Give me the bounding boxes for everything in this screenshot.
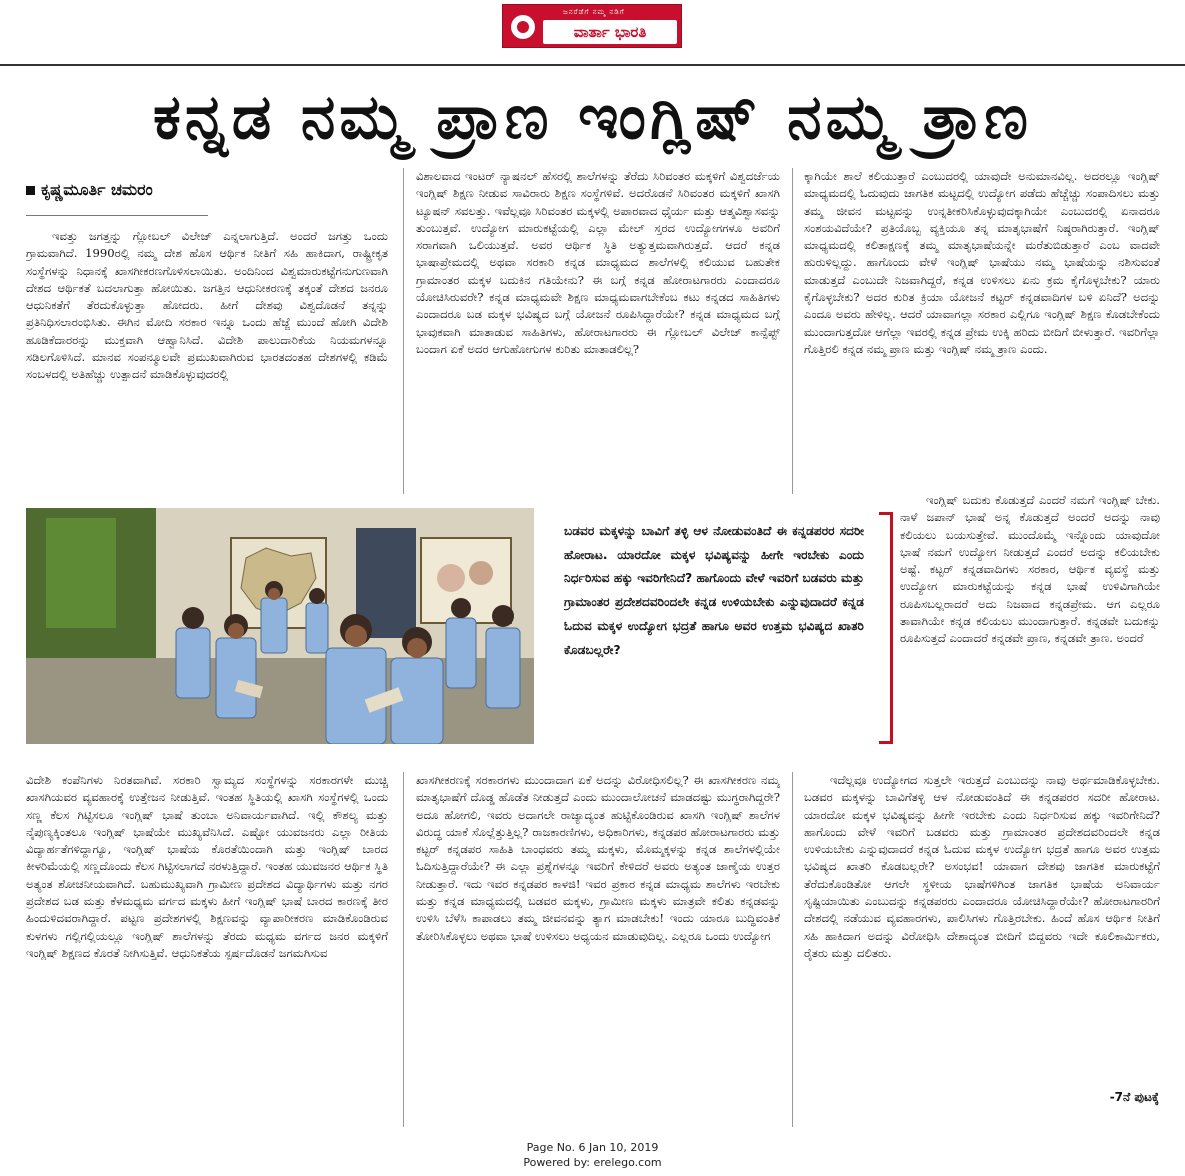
- column-divider: [792, 772, 793, 1127]
- byline-rule: [26, 215, 208, 216]
- article-headline: ಕನ್ನಡ ನಮ್ಮ ಪ್ರಾಣ ಇಂಗ್ಲಿಷ್ ನಮ್ಮ ತ್ರಾಣ: [153, 80, 1032, 153]
- column-3-middle-text: ಇಂಗ್ಲಿಷ್ ಬದುಕು ಕೊಡುತ್ತದೆ ಎಂದರೆ ನಮಗೆ ಇಂಗ್ಲಿಷ್ ಬೇಕು. ನಾಳೆ ಜಪಾನ್ ಭಾಷೆ ಅನ್ನ ಕೊಡುತ್ತದೆ ಅಂದರೆ ಅದನ್ನು ನಾವು ಕಲಿಯಲು ಬಯಸುತ್ತೇವೆ. ಮುಂದೊಮ್ಮೆ ಇನ್ನೊಂದು ಯಾವುದೋ ಭಾಷೆ ನಮಗೆ ಉದ್ಯೋಗ ನೀಡುತ್ತದೆ ಎಂದರೆ ಅದನ್ನು ಕಲಿಯಬೇಕು ಅಷ್ಟೆ. ಕಟ್ಟರ್ ಕನ್ನಡವಾದಿಗಳು ಸರಕಾರ, ಆರ್ಥಿಕ ವ್ಯವಸ್ಥೆ ಮತ್ತು ಉದ್ಯೋಗ ಮಾರುಕಟ್ಟೆಯನ್ನು ಕನ್ನಡ ಭಾಷೆ ಉಳಿವಿಗಾಗಿಯೇ ರೂಪಿಸಬಲ್ಲರಾದರೆ ಅದು ನಿಜವಾದ ಕನ್ನಡಪ್ರೇಮ. ಆಗ ಎಲ್ಲರೂ ತಾವಾಗಿಯೇ ಕನ್ನಡ ಕಲಿಯಲು ಮುಂದಾಗುತ್ತಾರೆ. ಕನ್ನಡವೇ ಬದುಕನ್ನು ರೂಪಿಸುತ್ತದೆ ಎಂದಾದರೆ ಕನ್ನಡವೇ ಪ್ರಾಣ, ಕನ್ನಡವೇ ತ್ರಾಣ. ಅಂದರೆ: [900, 493, 1160, 646]
- column-2-bottom-text: ಖಾಸಗೀಕರಣಕ್ಕೆ ಸರಕಾರಗಳು ಮುಂದಾದಾಗ ಏಕೆ ಅದನ್ನು ವಿರೋಧಿಸಲಿಲ್ಲ? ಈ ಖಾಸಗೀಕರಣ ನಮ್ಮ ಮಾತೃಭಾಷೆಗೆ ದೊಡ್ಡ ಹೊಡೆತ ನೀಡುತ್ತದೆ ಎಂದು ಮುಂದಾಲೋಚನೆ ಮಾಡದಷ್ಟು ಮುಗ್ಧರಾಗಿದ್ದರೇ? ಅದೂ ಹೋಗಲಿ, ಇವರು ಅದಾಗಲೇ ರಾಜ್ಯಾದ್ಯಂತ ಹುಟ್ಟಿಕೊಂಡಿರುವ ಖಾಸಗಿ ಇಂಗ್ಲಿಷ್ ಶಾಲೆಗಳ ವಿರುದ್ಧ ಯಾಕೆ ಸೊಲ್ಲೆತ್ತುತ್ತಿಲ್ಲ? ರಾಜಕಾರಣಿಗಳು, ಅಧಿಕಾರಿಗಳು, ಕನ್ನಡಪರ ಹೋರಾಟಗಾರರು ಮತ್ತು ಕಟ್ಟರ್ ಕನ್ನಡಪರ ಸಾಹಿತಿ ಬಾಂಧವರು ತಮ್ಮ ಮಕ್ಕಳು, ಮೊಮ್ಮಕ್ಕಳನ್ನು ಕನ್ನಡ ಶಾಲೆಗಳಲ್ಲಿಯೇ ಓದಿಸುತ್ತಿದ್ದಾರೆಯೇ? ಈ ಎಲ್ಲಾ ಪ್ರಶ್ನೆಗಳನ್ನೂ ಇವರಿಗೆ ಕೇಳಿದರೆ ಅವರು ಅತ್ಯಂತ ಜಾಣ್ಮೆಯ ಉತ್ತರ ನೀಡುತ್ತಾರೆ. ಇದು ಇವರ ಕನ್ನಡಪರ ಕಾಳಜಿ! ಇವರ ಪ್ರಕಾರ ಕನ್ನಡ ಮಾಧ್ಯಮ ಶಾಲೆಗಳು ಇರಬೇಕು ಮತ್ತು ಕನ್ನಡ ಮಾಧ್ಯಮದಲ್ಲಿ ಬಡವರ ಮಕ್ಕಳು, ಗ್ರಾಮೀಣ ಮಕ್ಕಳು ಮಾತ್ರವೇ ಕಲಿತು ಕನ್ನಡವನ್ನು ಉಳಿಸಿ ಬೆಳೆಸಿ ಕಾಪಾಡಲು ತಮ್ಮ ಜೀವನವನ್ನು ತ್ಯಾಗ ಮಾಡಬೇಕು! ಇಂದು ಯಾರೂ ಬುದ್ಧಿವಂತಿಕೆ ತೋರಿಸಿಕೊಳ್ಳಲು ಅಥವಾ ಭಾಷೆ ಉಳಿಸಲು ಅಧ್ಯಯನ ಮಾಡುವುದಿಲ್ಲ. ಎಲ್ಲರೂ ಒಂದು ಉದ್ಯೋಗ: [416, 773, 780, 943]
- column-1-top-text: ಇವತ್ತು ಜಗತ್ತನ್ನು ಗ್ಲೋಬಲ್ ವಿಲೇಜ್ ಎನ್ನಲಾಗುತ್ತಿದೆ. ಅಂದರೆ ಜಗತ್ತು ಒಂದು ಗ್ರಾಮವಾಗಿದೆ. 1990ರಲ್ಲಿ ನಮ್ಮ ದೇಶ ಹೊಸ ಆರ್ಥಿಕ ನೀತಿಗೆ ಸಹಿ ಹಾಕಿದಾಗ, ರಾಷ್ಟ್ರೀಕೃತ ಸಂಸ್ಥೆಗಳನ್ನು ನಿಧಾನಕ್ಕೆ ಖಾಸಗೀಕರಣಗೊಳಿಸಲಾಯಿತು. ಅಂದಿನಿಂದ ವಿಶ್ವಮಾರುಕಟ್ಟೆಗನುಗುಣವಾಗಿ ದೇಶದ ಆರ್ಥಿಕತೆ ಬದಲಾಗುತ್ತಾ ಹೋಯಿತು. ಜಗತ್ತಿನ ಆಧುನೀಕರಣಕ್ಕೆ ತಕ್ಕಂತೆ ದೇಶದ ಜನರೂ ಆಧುನಿಕತೆಗೆ ತೆರದುಕೊಳ್ಳುತ್ತಾ ಹೋದರು. ಹೀಗೆ ದೇಶವು ವಿಶ್ವದೊಡನೆ ತನ್ನನ್ನು ಪ್ರತಿನಿಧಿಸಲಾರಂಭಿಸಿತು. ಈಗಿನ ಮೋದಿ ಸರಕಾರ ಇನ್ನೂ ಒಂದು ಹೆಜ್ಜೆ ಮುಂದೆ ಹೋಗಿ ವಿದೇಶಿ ಹೂಡಿಕೆದಾರರನ್ನು ಮುಕ್ತವಾಗಿ ಆಹ್ವಾನಿಸಿದೆ. ವಿದೇಶಿ ಪಾಲುದಾರಿಕೆಯ ನಿಯಮಗಳನ್ನೂ ಸಡಿಲಗೊಳಿಸಿದೆ. ಮಾನವ ಸಂಪನ್ಮೂಲವೇ ಪ್ರಮುಖವಾಗಿರುವ ಭಾರತದಂತಹ ದೇಶಗಳಲ್ಲಿ ಕಡಿಮೆ ಸಂಬಳದಲ್ಲಿ ಅತಿಹೆಚ್ಚು ಉತ್ಪಾದನೆ ಮಾಡಿಕೊಳ್ಳುವುದರಲ್ಲಿ: [26, 229, 388, 382]
- logo-name: ವಾರ್ತಾ ಭಾರತಿ: [543, 20, 677, 44]
- continued-on-page-note: -7ನೆ ಪುಟಕ್ಕೆ: [1109, 1090, 1159, 1104]
- author-byline: [26, 178, 216, 202]
- powered-by-link[interactable]: Powered by: erelego.com: [523, 1156, 662, 1169]
- logo-tagline: ಜನರೆಡೆಗೆ ನಮ್ಮ ನಡಿಗೆ: [563, 8, 625, 16]
- page-number-date: Page No. 6 Jan 10, 2019: [526, 1141, 659, 1154]
- varta-bharati-logo[interactable]: [502, 4, 682, 48]
- column-divider: [403, 772, 404, 1127]
- photo-illustration: [26, 508, 534, 744]
- logo-emblem-icon: [511, 15, 535, 39]
- column-3-top-text: ಕ್ಕಾಗಿಯೇ ಶಾಲೆ ಕಲಿಯುತ್ತಾರೆ ಎಂಬುದರಲ್ಲಿ ಯಾವುದೇ ಅನುಮಾನವಿಲ್ಲ. ಅದರಲ್ಲೂ ಇಂಗ್ಲಿಷ್ ಮಾಧ್ಯಮದಲ್ಲಿ ಓದುವುದು ಜಾಗತಿಕ ಮಟ್ಟದಲ್ಲಿ ಉದ್ಯೋಗ ಪಡೆದು ಹೆಚ್ಚೆಚ್ಚು ಸಂಪಾದಿಸಲು ಮತ್ತು ತಮ್ಮ ಜೀವನ ಮಟ್ಟವನ್ನು ಉನ್ನತೀಕರಿಸಿಕೊಳ್ಳುವುದಕ್ಕಾಗಿಯೇ ಎಂಬುದರಲ್ಲಿ ಏನಾದರೂ ಸಂಶಯವಿದೆಯೇ? ಪ್ರತಿಯೊಬ್ಬ ವ್ಯಕ್ತಿಯೂ ತನ್ನ ಮಾತೃಭಾಷೆಗೆ ನಿಷ್ಠರಾಗಿರುತ್ತಾರೆ. ಇಂಗ್ಲಿಷ್ ಮಾಧ್ಯಮದಲ್ಲಿ ಕಲಿತಾಕ್ಷಣಕ್ಕೆ ತಮ್ಮ ಮಾತೃಭಾಷೆಯನ್ನೇ ಮರೆತುಬಿಡುತ್ತಾರೆ ಎಂಬ ವಾದವೇ ಹುರುಳಿಲ್ಲದ್ದು. ಹಾಗೊಂದು ವೇಳೆ ಇಂಗ್ಲಿಷ್ ಭಾಷೆಯು ನಮ್ಮ ಭಾಷೆಯನ್ನು ನಶಿಸುವಂತೆ ಮಾಡುತ್ತದೆ ಎಂಬುದೇ ನಿಜವಾಗಿದ್ದರೆ, ಕನ್ನಡ ಉಳಿಸಲು ಏನು ಕ್ರಮ ಕೈಗೊಳ್ಳಬೇಕು? ಯಾರು ಕೈಗೊಳ್ಳಬೇಕು? ಅದರ ಕುರಿತ ಕ್ರಿಯಾ ಯೋಜನೆ ಕಟ್ಟರ್ ಕನ್ನಡವಾದಿಗಳ ಬಳಿ ಏನಿದೆ? ಅದನ್ನು ಎಂದೂ ಅವರು ಹೇಳಿಲ್ಲ. ಆದರೆ ಯಾವಾಗಲ್ಲಾ ಸರಕಾರ ಎಲ್ಲಿಗೂ ಇಂಗ್ಲಿಷ್ ಶಿಕ್ಷಣ ಕೊಡಬೇಕೆಂದು ಮುಂದಾಗುತ್ತದೋ ಆಗೆಲ್ಲಾ ಇವರಲ್ಲಿ ಕನ್ನಡ ಪ್ರೇಮ ಉಕ್ಕಿ ಹರಿದು ಬೀದಿಗೆ ಬೀಳುತ್ತಾರೆ. ಇವರಿಗೆಲ್ಲಾ ಗೊತ್ತಿರಲಿ ಕನ್ನಡ ನಮ್ಮ ಪ್ರಾಣ ಮತ್ತು ಇಂಗ್ಲಿಷ್ ನಮ್ಮ ತ್ರಾಣ ಎಂದು.: [804, 169, 1160, 356]
- masthead-divider: [0, 64, 1185, 66]
- page-footer: [0, 1140, 1185, 1174]
- column-divider: [792, 168, 793, 494]
- square-bullet-icon: [26, 186, 35, 195]
- school-children-photo: [26, 508, 534, 744]
- column-2-top-text: ವಿಶಾಲವಾದ ಇಂಟರ್ ನ್ಯಾಷನಲ್ ಹೆಸರಲ್ಲಿ ಶಾಲೆಗಳನ್ನು ತೆರೆದು ಸಿರಿವಂತರ ಮಕ್ಕಳಿಗೆ ವಿಶ್ವದರ್ಜೆಯ ಇಂಗ್ಲಿಷ್ ಶಿಕ್ಷಣ ನೀಡುವ ಸಾವಿರಾರು ಶಿಕ್ಷಣ ಸಂಸ್ಥೆಗಳಿವೆ. ಅದರೊಡನೆ ಸಿರಿವಂತರ ಮಕ್ಕಳಿಗೆ ಖಾಸಗಿ ಟ್ಯೂಷನ್ ಸವಲತ್ತು. ಇವೆಲ್ಲವೂ ಸಿರಿವಂತರ ಮಕ್ಕಳಲ್ಲಿ ಅಪಾರವಾದ ಧೈರ್ಯ ಮತ್ತು ಆತ್ಮವಿಶ್ವಾಸವನ್ನು ತುಂಬುತ್ತವೆ. ಉದ್ಯೋಗ ಮಾರುಕಟ್ಟೆಯಲ್ಲಿ ಎಲ್ಲಾ ಮೇಲ್ ಸ್ತರದ ಉದ್ಯೋಗಗಳೂ ಅವರಿಗೆ ಸರಾಗವಾಗಿ ಒಲಿಯುತ್ತವೆ. ಅವರ ಆರ್ಥಿಕ ಸ್ಥಿತಿ ಅತ್ಯುತ್ತಮವಾಗಿರುತ್ತದೆ. ಆದರೆ ಕನ್ನಡ ಭಾಷಾಪ್ರೇಮದಲ್ಲಿ ಅಥವಾ ಸರಕಾರಿ ಕನ್ನಡ ಮಾಧ್ಯಮದ ಶಾಲೆಗಳಲ್ಲಿ ಕಲಿಯುವ ಬಹುತೇಕ ಗ್ರಾಮಾಂತರ ಮಕ್ಕಳ ಬದುಕಿನ ಗತಿಯೇನು? ಈ ಬಗ್ಗೆ ಕನ್ನಡ ಹೋರಾಟಗಾರರು ಎಂದಾದರೂ ಯೋಚಿಸಿರುವರೇ? ಕನ್ನಡ ಮಾಧ್ಯಮವೇ ಶಿಕ್ಷಣ ಮಾಧ್ಯಮವಾಗಬೇಕೆಂಬ ಕಟು ಕನ್ನಡದ ಸಾಹಿತಿಗಳು ಎಂದಾದರೂ ಬಡ ಮಕ್ಕಳ ಭವಿಷ್ಯದ ಬಗ್ಗೆ ಯೋಜನೆ ರೂಪಿಸಿದ್ದಾರೆಯೇ? ಕನ್ನಡ ಮಾಧ್ಯಮದ ಬಗ್ಗೆ ಭಾವುಕವಾಗಿ ಮಾತಾಡುವ ಸಾಹಿತಿಗಳು, ಹೋರಾಟಗಾರರು ಈ ಗ್ಲೋಬಲ್ ವಿಲೇಜ್ ಕಾನ್ಸೆಪ್ಟ್ ಬಂದಾಗ ಏಕೆ ಅದರ ಆಗುಹೋಗುಗಳ ಕುರಿತು ಮಾತಾಡಲಿಲ್ಲ?: [416, 169, 780, 356]
- pull-quote-bracket: [879, 512, 893, 744]
- author-name: ಕೃಷ್ಣಮೂರ್ತಿ ಚಮರಂ: [41, 180, 153, 199]
- column-3-bottom-text: ಇದೆಲ್ಲವೂ ಉದ್ಯೋಗದ ಸುತ್ತಲೇ ಇರುತ್ತದೆ ಎಂಬುದನ್ನು ನಾವು ಅರ್ಥಮಾಡಿಕೊಳ್ಳಬೇಕು. ಬಡವರ ಮಕ್ಕಳನ್ನು ಬಾವಿಗೆತಳ್ಳಿ ಆಳ ನೋಡುವಂತಿದೆ ಈ ಕನ್ನಡಪರರ ಸದರೀ ಹೋರಾಟ. ಯಾರದೋ ಮಕ್ಕಳ ಭವಿಷ್ಯವನ್ನು ಹೀಗೇ ಇರಬೇಕು ಎಂದು ನಿರ್ಧರಿಸುವ ಹಕ್ಕು ಇವರಿಗೇನಿದೆ? ಹಾಗೊಂದು ವೇಳೆ ಇವರಿಗೆ ಬಡವರು ಮತ್ತು ಗ್ರಾಮಾಂತರ ಪ್ರದೇಶದವರಿಂದಲೇ ಕನ್ನಡ ಉಳಿಯಬೇಕು ಎನ್ನುವುದಾದರೆ ಕನ್ನಡ ಓದುವ ಮಕ್ಕಳ ಉದ್ಯೋಗ ಭದ್ರತೆ ಹಾಗೂ ಅವರ ಉತ್ತಮ ಭವಿಷ್ಯದ ಖಾತರಿ ಕೊಡಬಲ್ಲರೇ? ಅಸಂಭವ! ಯಾವಾಗ ದೇಶವು ಜಾಗತಿಕ ಮಾರುಕಟ್ಟೆಗೆ ತೆರೆದುಕೊಂಡಿತೋ ಆಗಲೇ ಸ್ಥಳೀಯ ಭಾಷೆಗಳಿಗಿಂತ ಜಾಗತಿಕ ಭಾಷೆಯ ಅನಿವಾರ್ಯ ಸೃಷ್ಟಿಯಾಯಿತು ಎಂಬುದನ್ನು ಕನ್ನಡಪರರು ಎಂದಾದರೂ ಯೋಚಿಸಿದ್ದಾರೆಯೇ? ಹೋರಾಟಗಾರರಿಗೆ ದೇಶದಲ್ಲಿ ನಡೆಯುವ ವ್ಯವಹಾರಗಳು, ಪಾಲಿಸಿಗಳು ಗೊತ್ತಿರಬೇಕು. ಹಿಂದೆ ಹೊಸ ಆರ್ಥಿಕ ನೀತಿಗೆ ಸಹಿ ಹಾಕಿದಾಗ ಅದನ್ನು ವಿರೋಧಿಸಿ ದೇಶಾದ್ಯಂತ ಬೀದಿಗೆ ಬಿದ್ದವರು ಇದೇ ಕೂಲಿಕಾರ್ಮಿಕರು, ರೈತರು ಮತ್ತು ದಲಿತರು.: [804, 773, 1160, 960]
- pull-quote: ಬಡವರ ಮಕ್ಕಳನ್ನು ಬಾವಿಗೆ ತಳ್ಳಿ ಆಳ ನೋಡುವಂತಿದೆ ಈ ಕನ್ನಡಪರರ ಸದರೀ ಹೋರಾಟ. ಯಾರದೋ ಮಕ್ಕಳ ಭವಿಷ್ಯವನ್ನು ಹೀಗೇ ಇರಬೇಕು ಎಂದು ನಿರ್ಧರಿಸುವ ಹಕ್ಕು ಇವರಿಗೇನಿದೆ? ಹಾಗೊಂದು ವೇಳೆ ಇವರಿಗೆ ಬಡವರು ಮತ್ತು ಗ್ರಾಮಾಂತರ ಪ್ರದೇಶದವರಿಂದಲೇ ಕನ್ನಡ ಉಳಿಯಬೇಕು ಎನ್ನುವುದಾದರೆ ಕನ್ನಡ ಓದುವ ಮಕ್ಕಳ ಉದ್ಯೋಗ ಭದ್ರತೆ ಹಾಗೂ ಅವರ ಉತ್ತಮ ಭವಿಷ್ಯದ ಖಾತರಿ ಕೊಡಬಲ್ಲರೇ?: [564, 524, 864, 657]
- column-1-bottom-text: ವಿದೇಶಿ ಕಂಪೆನಿಗಳು ನಿರತವಾಗಿವೆ. ಸರಕಾರಿ ಸ್ವಾಮ್ಯದ ಸಂಸ್ಥೆಗಳನ್ನು ಸರಕಾರಗಳೇ ಮುಚ್ಚಿ ಖಾಸಗಿಯವರ ವ್ಯವಹಾರಕ್ಕೆ ಉತ್ತೇಜನ ನೀಡುತ್ತಿವೆ. ಇಂತಹ ಸ್ಥಿತಿಯಲ್ಲಿ ಖಾಸಗಿ ಸಂಸ್ಥೆಗಳಲ್ಲಿ ಒಂದು ಸಣ್ಣ ಕೆಲಸ ಗಿಟ್ಟಿಸಲೂ ಇಂಗ್ಲಿಷ್ ಭಾಷೆ ತುಂಬಾ ಅನಿವಾರ್ಯವಾಗಿದೆ. ಇಲ್ಲಿ ಕೌಶಲ್ಯ ಮತ್ತು ನೈಪುಣ್ಯಕ್ಕಿಂತಲೂ ಇಂಗ್ಲಿಷ್ ಭಾಷೆಯೇ ಮುಖ್ಯವೆನಿಸಿದೆ. ಎಷ್ಟೋ ಯುವಜನರು ಎಲ್ಲಾ ರೀತಿಯ ವಿದ್ಯಾರ್ಹತೆಗಳಿದ್ದಾಗ್ಯೂ, ಇಂಗ್ಲಿಷ್ ಭಾಷೆಯ ಕೊರತೆಯಿಂದಾಗಿ ಮತ್ತು ಇಂಗ್ಲಿಷ್ ಬಾರದ ಕೀಳರಿಮೆಯಲ್ಲಿ ಸಣ್ಣದೊಂದು ಕೆಲಸ ಗಿಟ್ಟಿಸಲಾಗದೆ ನರಳುತ್ತಿದ್ದಾರೆ. ಇಂತಹ ಯುವಜನರ ಆರ್ಥಿಕ ಸ್ಥಿತಿ ಅತ್ಯಂತ ಶೋಚನೀಯವಾಗಿದೆ. ಬಹುಮುಖ್ಯವಾಗಿ ಗ್ರಾಮೀಣ ಪ್ರದೇಶದ ವಿದ್ಯಾರ್ಥಿಗಳು ಮತ್ತು ನಗರ ಪ್ರದೇಶದ ಬಡ ಮತ್ತು ಕೆಳಮಧ್ಯಮ ವರ್ಗದ ಮಕ್ಕಳು ಹೀಗೆ ಇಂಗ್ಲಿಷ್ ಭಾಷೆ ಬಾರದ ಕಾರಣಕ್ಕೆ ತೀರ ಹಿಂದುಳಿದವರಾಗಿದ್ದಾರೆ. ಪಟ್ಟಣ ಪ್ರದೇಶಗಳಲ್ಲಿ ಶಿಕ್ಷಣವನ್ನು ವ್ಯಾಪಾರೀಕರಣ ಮಾಡಿಕೊಂಡಿರುವ ಕುಳಗಳು ಗಲ್ಲಿಗಲ್ಲಿಯಲ್ಲೂ ಇಂಗ್ಲಿಷ್ ಶಾಲೆಗಳನ್ನು ತೆರದು ಮಧ್ಯಮ ವರ್ಗದ ಜನರ ಮಕ್ಕಳಿಗೆ ಇಂಗ್ಲಿಷ್ ಶಿಕ್ಷಣದ ಕೊರತೆ ನೀಗಿಸುತ್ತಿವೆ. ಆಧುನಿಕತೆಯ ಸ್ಪರ್ಷದೊಡನೆ ಜಗಮಗಿಸುವ: [26, 773, 388, 960]
- masthead: [0, 0, 1185, 62]
- column-divider: [403, 168, 404, 494]
